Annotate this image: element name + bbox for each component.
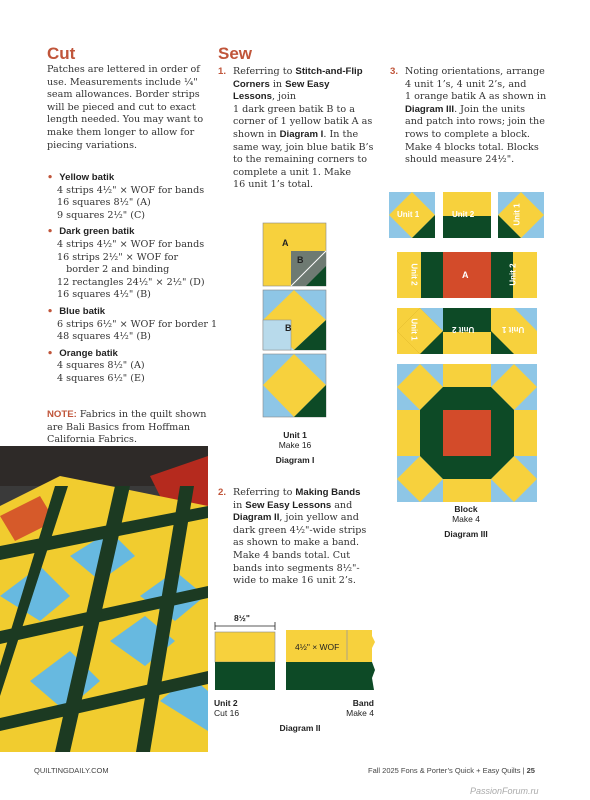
step-text: 16 unit 1’s total. (233, 179, 314, 191)
step-line (405, 154, 555, 167)
step-line (405, 91, 555, 104)
step-line (233, 91, 383, 104)
step-1-number: 1. (218, 66, 227, 77)
cut-intro-line: Patches are lettered in order of (47, 64, 200, 75)
step-text: same way, join blue batik B’s (233, 141, 374, 153)
cut-line: 16 squares 8½" (A) (57, 197, 151, 209)
diagram-3-label-unit-1-b: Unit 1 (512, 203, 522, 226)
caption-diagram-3: Diagram III (444, 529, 488, 539)
step-text: Referring to (233, 66, 296, 77)
step-text: 4 unit 1’s, 4 unit 2’s, and (405, 78, 527, 90)
sew-heading: Sew (218, 44, 253, 63)
cut-line: 4 squares 8½" (A) (57, 360, 145, 372)
cut-intro-line: piecing variations. (47, 139, 138, 151)
step-line (233, 563, 383, 576)
diagram-3-label-unit-2-c: Unit 2 (508, 263, 518, 286)
cut-group (47, 348, 217, 386)
step-text: Noting orientations, arrange (405, 66, 545, 77)
step-line (233, 104, 383, 117)
note-label: NOTE: (47, 409, 77, 420)
cut-line: border 2 and binding (57, 264, 170, 276)
bullet: • (47, 226, 54, 238)
step-text: . In the (323, 128, 359, 140)
bullet: • (47, 305, 54, 317)
step-text: Make 4 blocks total. Blocks (405, 141, 539, 153)
fabric-note (47, 409, 217, 447)
step-bold-ref: Sew Easy Lessons (245, 499, 332, 511)
step-line (233, 116, 383, 129)
step-text: rows to complete a block. (405, 128, 530, 140)
step-line (233, 487, 383, 500)
step-line (233, 500, 383, 513)
diagram-3-label-unit-2-a: Unit 2 (452, 210, 475, 219)
cut-line: 48 squares 4½" (B) (57, 331, 151, 343)
caption-diagram-2: Diagram II (279, 723, 321, 733)
diagram-3-label-unit-1-a: Unit 1 (397, 210, 420, 219)
step-line (405, 142, 555, 155)
step-line (233, 79, 383, 92)
step-bold-ref: Corners (233, 78, 270, 90)
step-bold-ref: Lessons (233, 91, 272, 103)
diagram-3-caption (431, 504, 501, 539)
diagram-2 (214, 612, 384, 702)
step-bold-ref: Diagram I (279, 128, 324, 140)
cut-group (47, 306, 217, 344)
bullet: • (47, 347, 54, 359)
cut-line: 12 rectangles 24½" × 2½" (D) (57, 276, 205, 288)
step-text: , join (271, 91, 297, 103)
cut-line: 4 squares 6½" (E) (57, 372, 145, 384)
cut-list (47, 172, 217, 390)
step-line (405, 129, 555, 142)
cut-line: 4 strips 4½" × WOF for bands (57, 184, 205, 196)
step-line (233, 154, 383, 167)
caption-block-make-4: Make 4 (452, 514, 480, 524)
step-text: 1 dark green batik B to a (233, 103, 355, 115)
step-bold-ref: Making Bands (295, 487, 361, 498)
diagram-1-caption (260, 430, 330, 465)
step-text: Referring to (233, 487, 296, 498)
fabric-name: Yellow batik (59, 172, 115, 183)
label-b-2: B (285, 323, 292, 333)
fabric-name: Dark green batik (59, 226, 135, 238)
step-bold-ref: Diagram II (233, 512, 280, 524)
step-line (405, 79, 555, 92)
step-text: and patch into rows; join the (405, 116, 545, 128)
diagram-3-label-unit-2-d: Unit 2 (452, 325, 475, 334)
diagram-3-label-unit-2-b: Unit 2 (409, 263, 419, 286)
step-text: in (269, 78, 286, 90)
step-line (233, 512, 383, 525)
step-line (405, 66, 555, 79)
step-line (233, 525, 383, 538)
diagram-3 (389, 192, 544, 502)
step-3-text (405, 66, 555, 167)
note-line-0: Fabrics in the quilt shown (76, 409, 207, 420)
step-text: should measure 24½". (405, 154, 515, 166)
dim-label: 8½" (234, 613, 250, 623)
note-line-1: are Bali Basics from Hoffman (47, 421, 191, 433)
step-line (405, 104, 555, 117)
caption-cut-16: Cut 16 (214, 708, 240, 718)
caption-unit-1: Unit 1 (283, 430, 307, 440)
quilt-photo (0, 446, 208, 752)
cut-intro (47, 64, 212, 152)
watermark: PassionForum.ru (470, 786, 539, 796)
cut-intro-line: length needed. You may want to (47, 114, 204, 126)
step-text: Make 4 bands total. Cut (233, 549, 351, 561)
caption-make-4: Make 4 (346, 708, 374, 718)
unit-2-caption (214, 698, 278, 718)
caption-block: Block (454, 504, 478, 514)
bullet: • (47, 172, 54, 183)
step-text: corner of 1 yellow batik A as (233, 116, 373, 128)
step-bold-ref: Stitch-and-Flip (295, 66, 363, 77)
step-text: to the remaining corners to (233, 154, 367, 166)
cut-line: 9 squares 2½" (C) (57, 209, 146, 221)
band-size-label: 4½" × WOF (295, 642, 340, 652)
step-line (233, 66, 383, 79)
step-bold-ref: Sew Easy (285, 78, 330, 90)
step-2-text (233, 487, 383, 588)
cut-intro-line: use. Measurements include ¼" (47, 76, 198, 88)
step-line (233, 142, 383, 155)
cut-intro-line: make them longer to allow for (47, 126, 195, 138)
step-line (233, 537, 383, 550)
step-text: and (331, 499, 353, 511)
diagram-3-label-unit-1-d: Unit 1 (502, 325, 525, 334)
diagram-1 (262, 222, 330, 422)
page-number: 25 (526, 766, 535, 775)
footer-issue (368, 766, 535, 775)
note-line-2: California Fabrics. (47, 434, 137, 446)
caption-make-16: Make 16 (278, 440, 312, 450)
fabric-name: Orange batik (59, 347, 118, 359)
cut-group (47, 226, 217, 302)
label-a: A (282, 238, 289, 248)
step-line (405, 116, 555, 129)
footer-site: QUILTINGDAILY.COM (34, 766, 109, 775)
step-text: dark green 4½"-wide strips (233, 524, 367, 536)
cut-line: 6 strips 6½" × WOF for border 1 (57, 318, 218, 330)
diagram-3-label-a: A (462, 270, 469, 280)
step-line (233, 575, 383, 588)
footer-issue-text: Fall 2025 Fons & Porter’s Quick + Easy Quilts | (368, 766, 525, 775)
caption-band: Band (352, 698, 374, 708)
step-line (233, 167, 383, 180)
cut-heading: Cut (47, 44, 76, 63)
step-bold-ref: Diagram III (405, 103, 455, 115)
step-2-number: 2. (218, 487, 227, 498)
step-line (233, 550, 383, 563)
band-caption (330, 698, 374, 718)
step-text: as shown to make a band. (233, 537, 360, 549)
cut-intro-line: seam allowances. Border strips (47, 89, 200, 101)
step-text: . Join the units (454, 103, 526, 115)
step-text: shown in (233, 128, 280, 140)
cut-line: 4 strips 4½" × WOF for bands (57, 238, 205, 250)
cut-group (47, 172, 217, 222)
cut-line: 16 strips 2½" × WOF for (57, 251, 179, 263)
step-line (233, 179, 383, 192)
caption-unit-2: Unit 2 (214, 698, 238, 708)
step-3-number: 3. (390, 66, 399, 77)
step-line (233, 129, 383, 142)
step-text: 1 orange batik A as shown in (405, 91, 547, 103)
step-text: complete a unit 1. Make (233, 166, 352, 178)
diagram-3-label-unit-1-c: Unit 1 (409, 318, 419, 341)
step-1-text (233, 66, 383, 192)
cut-line: 16 squares 4½" (B) (57, 289, 151, 301)
label-b-1: B (297, 255, 304, 265)
cut-intro-line: will be pieced and cut to exact (47, 101, 196, 113)
step-text: in (233, 499, 246, 511)
step-text: , join yellow and (279, 512, 359, 524)
caption-diagram-1: Diagram I (275, 455, 315, 465)
step-text: wide to make 16 unit 2’s. (233, 575, 356, 587)
fabric-name: Blue batik (59, 305, 106, 317)
step-text: bands into segments 8½"- (233, 562, 360, 574)
diagram-2-caption (265, 723, 335, 733)
